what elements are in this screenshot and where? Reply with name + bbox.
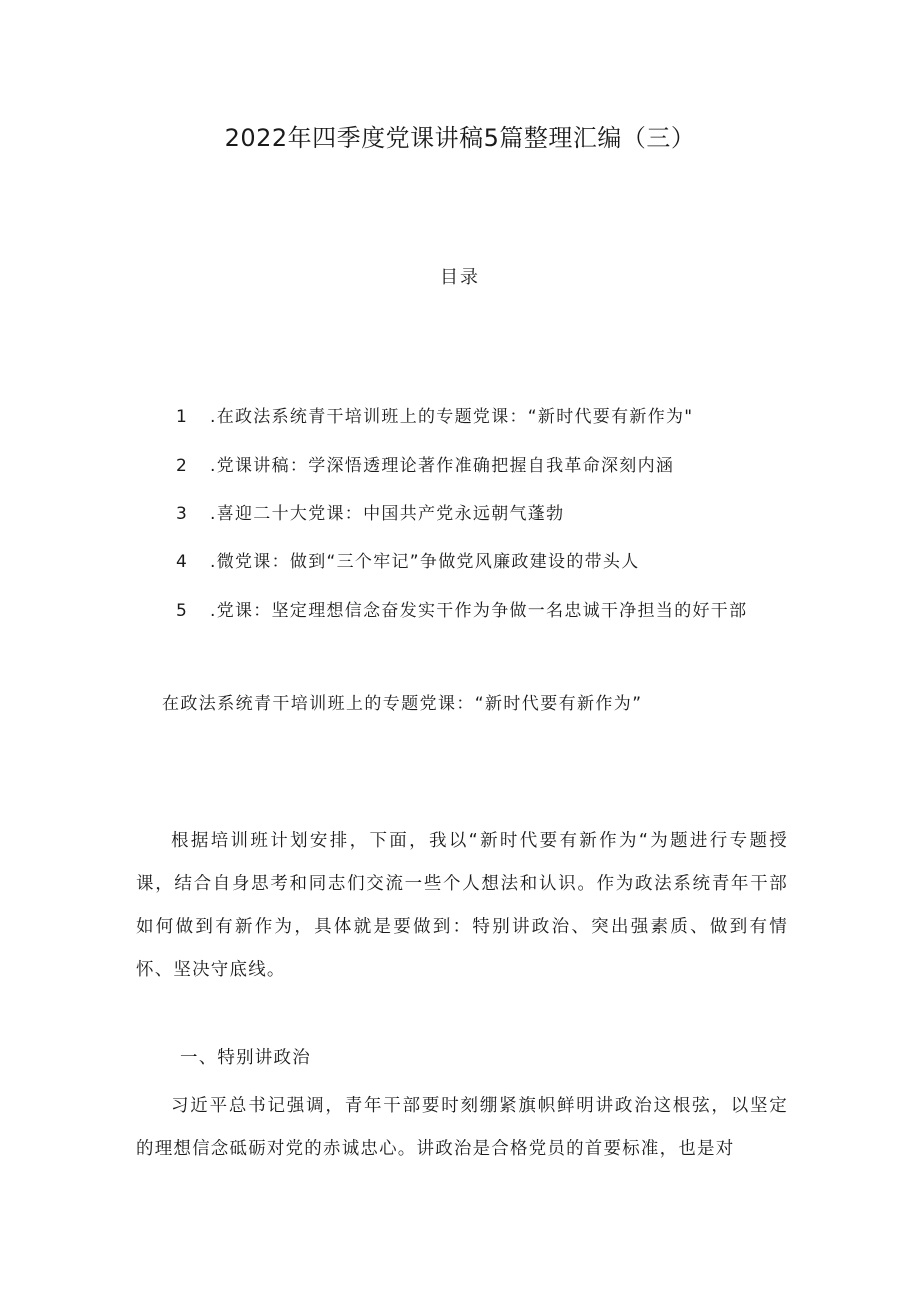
toc-item-text: .在政法系统青干培训班上的专题党课：“新时代要有新作为" — [210, 407, 694, 427]
paragraph-1: 习近平总书记强调，青年干部要时刻绷紧旗帜鲜明讲政治这根弦，以坚定的理想信念砥砺对党的赤诚忠心。讲政治是合格党员的首要标准，也是对 — [136, 1096, 788, 1159]
heading-1: 一、特别讲政治 — [180, 1048, 311, 1068]
toc-item-2 — [176, 451, 674, 476]
toc-item-number: 1 — [176, 407, 189, 427]
toc-item-text: .喜迎二十大党课：中国共产党永远朝气蓬勃 — [210, 504, 565, 524]
toc-item-number: 2 — [176, 456, 189, 476]
toc-item-3 — [176, 499, 564, 524]
toc-item-number: 3 — [176, 504, 189, 524]
toc-item-text: .党课讲稿：学深悟透理论著作准确把握自我革命深刻内涵 — [210, 456, 675, 476]
toc-item-number: 5 — [176, 601, 189, 621]
intro-paragraph: 根据培训班计划安排，下面，我以“新时代要有新作为“为题进行专题授课，结合自身思考和同志们交流一些个人想法和认识。作为政法系统青年干部如何做到有新作为，具体就是要做到：特别讲政治、突出强素质、做到有情怀、坚决守底线。 — [136, 831, 788, 980]
document-title: 2022年四季度党课讲稿5篇整理汇编（三） — [224, 124, 696, 152]
toc-heading: 目录 — [440, 267, 480, 288]
toc-item-text: .党课：坚定理想信念奋发实干作为争做一名忠诚干净担当的好干部 — [210, 601, 748, 621]
toc-item-5 — [176, 596, 747, 621]
toc-item-number: 4 — [176, 552, 189, 572]
section-title: 在政法系统青干培训班上的专题党课：“新时代要有新作为” — [162, 694, 643, 714]
toc-item-text: .微党课：做到“三个牢记”争做党风廉政建设的带头人 — [210, 552, 640, 572]
toc-item-4 — [176, 547, 640, 572]
toc-item-1 — [176, 402, 693, 427]
